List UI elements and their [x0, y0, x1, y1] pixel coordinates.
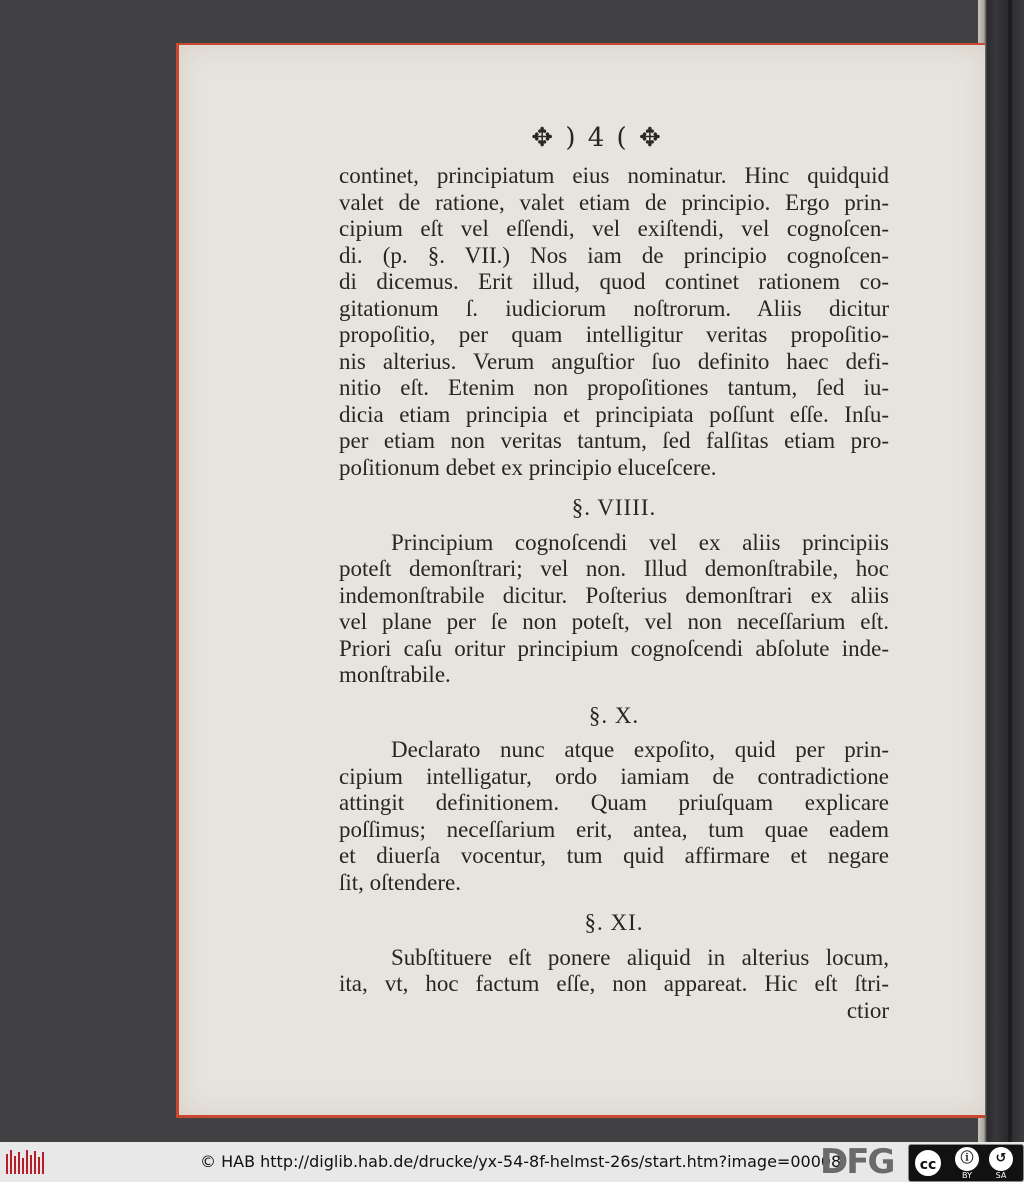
text-line: propoſitio, per quam intelligitur veritas propoſitio-: [339, 322, 889, 347]
text-line: et diuerſa vocentur, tum quid affirmare et negare: [339, 843, 889, 868]
page-header: ✥ ) 4 ( ✥: [531, 123, 663, 153]
paragraph-1: [339, 163, 889, 481]
book-spine-edge: [1008, 0, 1012, 1142]
source-link[interactable]: © HAB http://diglib.hab.de/drucke/yx-54-8f-helmst-26s/start.htm?image=00008: [200, 1152, 842, 1171]
text-line: indemonſtrabile dicitur. Poſterius demonſtrari ex aliis: [339, 582, 889, 608]
text-line: ita, vt, hoc factum eſſe, non appareat. Hic eſt ſtri-: [339, 971, 889, 996]
text-line: poſſimus; neceſſarium erit, antea, tum quae eadem: [339, 816, 889, 842]
text-line: poteſt demonſtrari; vel non. Illud demonſtrabile, hoc: [339, 556, 889, 581]
text-line: poſitionum debet ex principio eluceſcere.: [339, 454, 717, 480]
sa-icon: ↺: [989, 1147, 1013, 1171]
paragraph-4: [339, 945, 889, 1025]
sa-label: SA: [995, 1171, 1007, 1180]
text-line: per etiam non veritas tantum, ſed falſitas etiam pro-: [339, 428, 889, 453]
section-heading-viiii: §. VIIII.: [571, 495, 657, 520]
text-line: Principium cognoſcendi vel ex aliis principiis: [391, 529, 889, 555]
hab-logo-icon[interactable]: [4, 1146, 48, 1178]
by-icon: ⓘ: [955, 1147, 979, 1171]
text-line: nitio eſt. Etenim non propoſitiones tantum, ſed iu-: [339, 375, 889, 400]
text-line: vel plane per ſe non poteſt, vel non neceſſarium eſt.: [339, 609, 889, 634]
text-line: Subſtituere eſt ponere aliquid in alterius locum,: [391, 944, 889, 970]
by-label: BY: [962, 1171, 972, 1180]
section-heading-x: §. X.: [588, 702, 640, 728]
section-heading-xi: §. XI.: [584, 910, 644, 935]
page-body: [339, 163, 889, 1024]
text-line: gitationum ſ. iudiciorum noſtrorum. Aliis dicitur: [339, 295, 889, 321]
text-line: nis alterius. Verum anguſtior ſuo definito haec defi-: [339, 348, 889, 374]
text-line: valet de ratione, valet etiam de principio. Ergo prin-: [339, 189, 889, 215]
text-line: di dicemus. Erit illud, quod continet rationem co-: [339, 269, 889, 294]
text-line: cipium eſt vel eſſendi, vel exiſtendi, vel cognoſcen-: [339, 216, 889, 241]
text-line: Priori caſu oritur principium cognoſcendi abſolute inde-: [339, 635, 889, 661]
catchword: ctior: [846, 997, 889, 1023]
text-line: Declarato nunc atque expoſito, quid per prin-: [391, 737, 889, 762]
text-line: di. (p. §. VII.) Nos iam de principio cognoſcen-: [339, 242, 889, 268]
text-line: cipium intelligatur, ordo iamiam de contradictione: [339, 763, 889, 789]
paragraph-3: [339, 737, 889, 896]
cc-license-badge[interactable]: [908, 1144, 1024, 1182]
text-line: ſit, oſtendere.: [339, 869, 461, 895]
viewer-footer: [0, 1142, 1024, 1182]
text-line: continet, principiatum eius nominatur. Hinc quidquid: [339, 163, 889, 188]
dfg-logo[interactable]: DFG: [820, 1142, 894, 1182]
book-page: [176, 43, 985, 1118]
paragraph-2: [339, 530, 889, 689]
text-line: monſtrabile.: [339, 662, 451, 687]
text-line: dicia etiam principia et principiata poſſunt eſſe. Inſu-: [339, 401, 889, 427]
text-line: attingit definitionem. Quam priuſquam explicare: [339, 790, 889, 815]
cc-icon: cc: [913, 1148, 943, 1178]
